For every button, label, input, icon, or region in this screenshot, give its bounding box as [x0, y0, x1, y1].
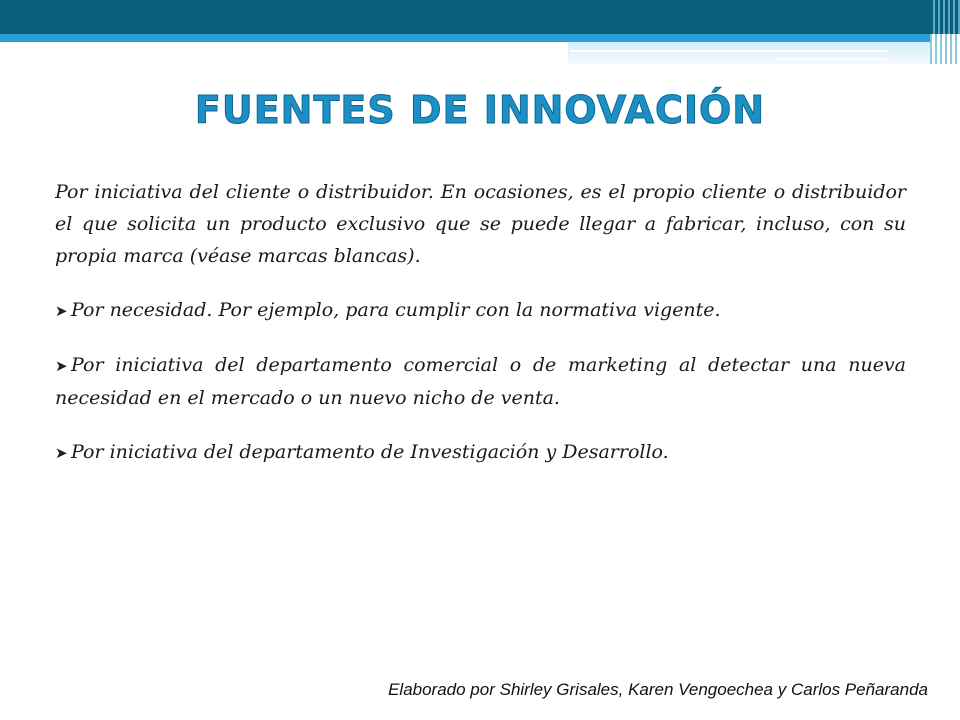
bullet-text: Por iniciativa del departamento comercial o de marketing al detectar una nueva necesidad en el mercado o un nuevo nicho de venta. — [55, 354, 906, 409]
slide-content — [55, 176, 906, 491]
bullet-text: Por iniciativa del departamento de Investigación y Desarrollo. — [71, 441, 669, 463]
slide-title: FUENTES DE INNOVACIÓN — [194, 88, 766, 132]
header-line-short — [776, 58, 886, 60]
arrow-right-icon: ➤ — [55, 357, 68, 375]
bullet-item — [55, 349, 906, 414]
header-accent-fade — [568, 42, 930, 64]
intro-paragraph: Por iniciativa del cliente o distribuidor. En ocasiones, es el propio cliente o distribuidor el que solicita un producto exclusivo que se puede llegar a fabricar, incluso, con su propia marca (véase marcas blancas). — [55, 181, 906, 267]
bullet-text: Por necesidad. Por ejemplo, para cumplir con la normativa vigente. — [71, 299, 721, 321]
header-accent-bar — [0, 34, 930, 42]
header-bar — [0, 0, 960, 34]
bullet-item — [55, 436, 906, 469]
arrow-right-icon: ➤ — [55, 444, 68, 462]
bullet-item — [55, 294, 906, 327]
header-line — [570, 50, 888, 52]
header-stripes-top — [930, 0, 960, 34]
arrow-right-icon: ➤ — [55, 302, 68, 320]
footer-credits: Elaborado por Shirley Grisales, Karen Vengoechea y Carlos Peñaranda — [388, 680, 928, 699]
